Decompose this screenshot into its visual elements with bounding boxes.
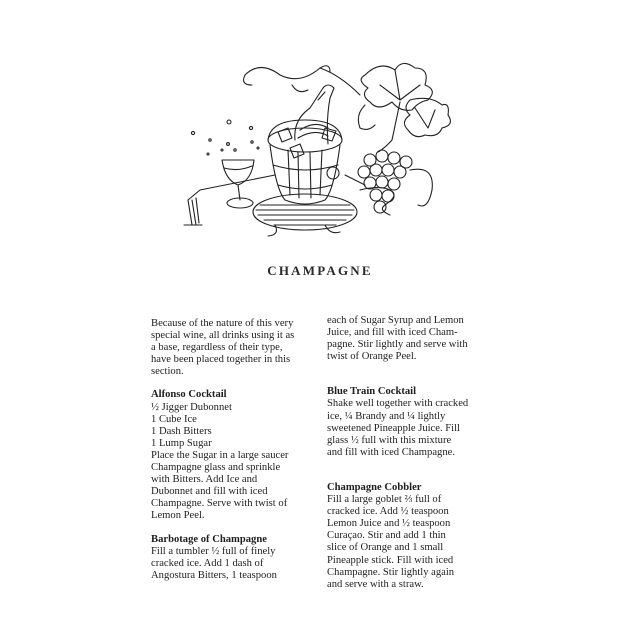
recipe-line: Juice, and fill with iced Cham- [327,327,458,339]
intro-line: a base, regardless of their type, [151,342,283,354]
recipe-line: Fill a tumbler ½ full of finely [151,545,276,557]
recipe-line: cracked ice. Add ½ teaspoon [327,506,449,518]
recipe-line: cracked ice. Add 1 dash of [151,557,264,569]
recipe-line: ½ Jigger Dubonnet [151,401,232,413]
recipe-line: Pineapple stick. Fill with iced [327,554,454,566]
intro-line: have been placed together in this [151,354,291,366]
intro-paragraph [151,318,323,378]
recipe-line: and fill with iced Champagne. [327,446,455,458]
recipe-line: Lemon Juice and ½ teaspoon [327,518,451,530]
recipe-line: Angostura Bitters, 1 teaspoon [151,569,277,581]
recipe-barbotage-of-champagne [151,534,323,582]
right-column [327,315,499,591]
recipe-line: Fill a large goblet ⅔ full of [327,494,442,506]
recipe-line: Champagne. Serve with twist of [151,498,288,510]
recipe-line: Champagne glass and sprinkle [151,462,281,474]
recipe-line: ice, ¼ Brandy and ¼ lightly [327,410,446,422]
recipe-heading: Blue Train Cocktail [327,386,417,398]
recipe-line: 1 Dash Bitters [151,425,212,437]
page-title: CHAMPAGNE [267,263,373,278]
recipe-line: and serve with a straw. [327,578,424,590]
recipe-line: 1 Lump Sugar [151,437,212,449]
recipe-heading: Alfonso Cocktail [151,389,227,401]
left-column [151,318,323,582]
champagne-bucket-drawing-icon [180,40,460,240]
recipe-alfonso-cocktail [151,389,323,522]
recipe-heading: Barbotage of Champagne [151,533,267,545]
recipe-heading: Champagne Cobbler [327,481,422,493]
champagne-illustration [180,40,460,240]
recipe-line: Shake well together with cracked [327,398,469,410]
recipe-line: 1 Cube Ice [151,413,197,425]
recipe-champagne-cobbler [327,482,499,591]
recipe-line: Dubonnet and fill with iced [151,486,268,498]
recipe-line: Lemon Peel. [151,510,205,522]
recipe-line: sweetened Pineapple Juice. Fill [327,422,460,434]
recipe-line: Champagne. Stir lightly again [327,566,455,578]
recipe-line: Place the Sugar in a large saucer [151,449,289,461]
recipe-line: glass ½ full with this mixture [327,434,452,446]
recipe-blue-train-cocktail [327,386,499,459]
intro-line: special wine, all drinks using it as [151,330,295,342]
recipe-line: Curaçao. Stir and add 1 thin [327,530,446,542]
recipe-line: twist of Orange Peel. [327,351,417,363]
intro-line: section. [151,366,184,378]
recipe-line: each of Sugar Syrup and Lemon [327,315,464,326]
intro-line: Because of the nature of this very [151,318,294,329]
recipe-line: pagne. Stir lightly and serve with [327,339,468,351]
recipe-line: slice of Orange and 1 small [327,542,444,554]
recipe-barbotage-continued [327,315,499,363]
recipe-line: with Bitters. Add Ice and [151,474,258,486]
